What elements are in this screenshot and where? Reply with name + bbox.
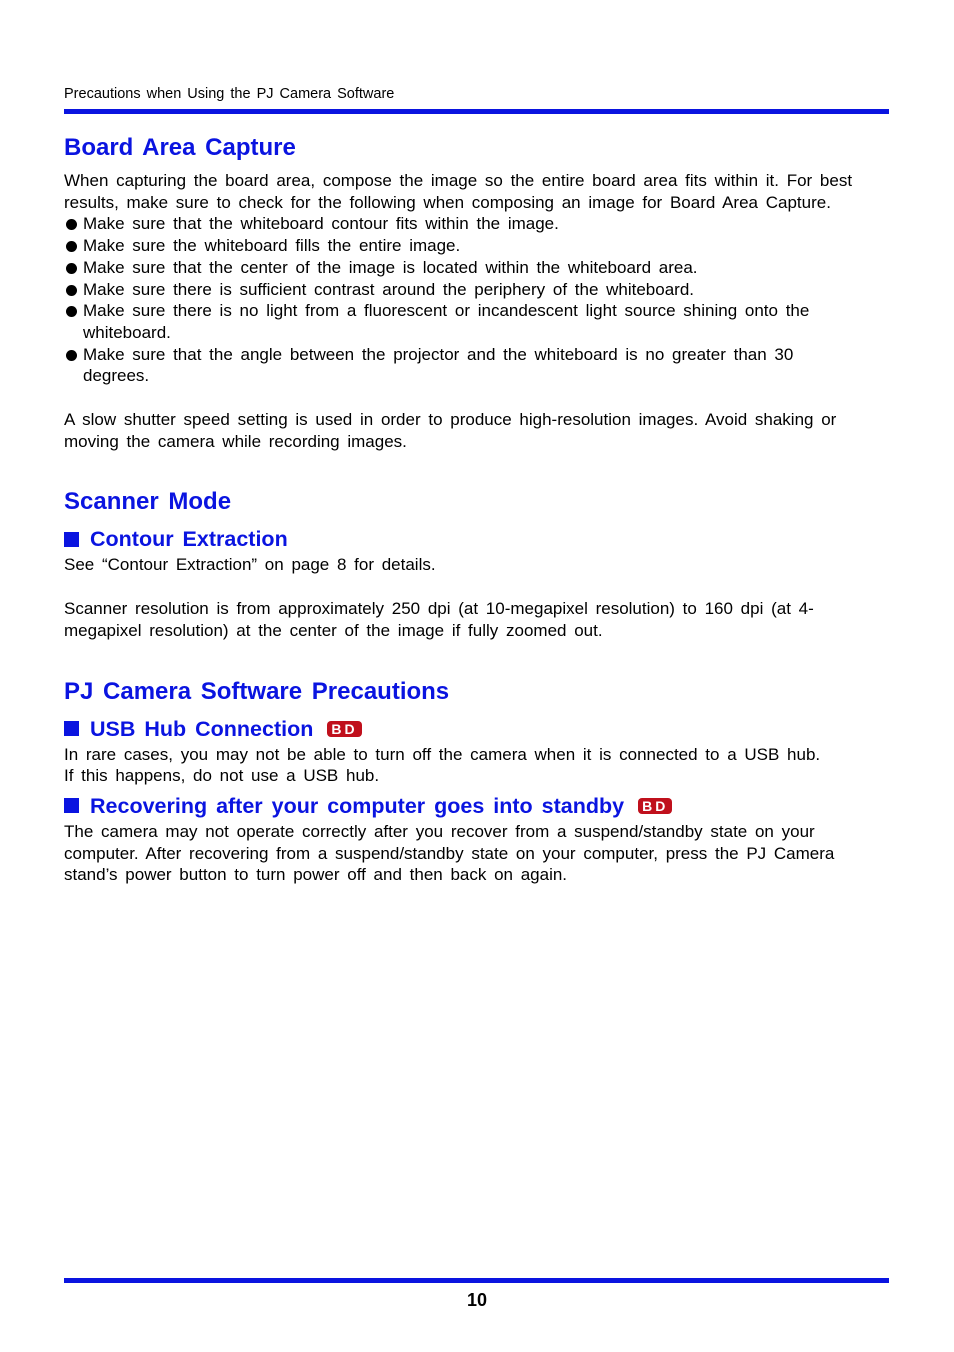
section-title-precautions: PJ Camera Software Precautions bbox=[64, 677, 450, 705]
square-bullet-icon bbox=[64, 532, 79, 547]
list-item: Make sure the whiteboard fills the entire image. bbox=[64, 235, 854, 257]
shutter-speed-note: A slow shutter speed setting is used in order to produce high-resolution images. Avoid shaking or moving the camera while recording images. bbox=[64, 410, 837, 451]
header-rule bbox=[64, 109, 889, 114]
page-content bbox=[64, 130, 854, 886]
footer-rule bbox=[64, 1278, 889, 1283]
standby-text: The camera may not operate correctly after you recover from a suspend/standby state on your computer. After recovering from a suspend/standby state on your computer, press the PJ Camera stand’s power button to turn power off and then back on again. bbox=[64, 821, 835, 885]
bullet-icon bbox=[66, 350, 77, 361]
scanner-resolution-text: Scanner resolution is from approximately 250 dpi (at 10-megapixel resolution) to 160 dpi (at 4-megapixel resolution) at the center of the image if fully zoomed out. bbox=[64, 599, 814, 640]
board-area-intro: When capturing the board area, compose the image so the entire board area fits within it. For best results, make sure to check for the following when composing an image for Board Area Capture. bbox=[64, 171, 853, 212]
list-item: Make sure there is sufficient contrast around the periphery of the whiteboard. bbox=[64, 279, 854, 301]
contour-reference: See “Contour Extraction” on page 8 for details. bbox=[64, 555, 436, 575]
model-badge: BD bbox=[638, 798, 672, 814]
board-area-bullet-list bbox=[64, 213, 854, 387]
usb-hub-text: In rare cases, you may not be able to turn off the camera when it is connected to a USB hub. bbox=[64, 744, 821, 764]
usb-hub-advice: If this happens, do not use a USB hub. bbox=[64, 766, 380, 786]
running-header: Precautions when Using the PJ Camera Software bbox=[64, 86, 395, 102]
section-title-board-area: Board Area Capture bbox=[64, 134, 296, 161]
bullet-icon bbox=[66, 285, 77, 296]
bullet-icon bbox=[66, 241, 77, 252]
section-title-scanner-mode: Scanner Mode bbox=[64, 488, 232, 516]
subsection-title-contour: Contour Extraction bbox=[64, 524, 854, 554]
bullet-icon bbox=[66, 306, 77, 317]
subsection-title-usb-hub: USB Hub Connection BD bbox=[64, 714, 854, 744]
list-item: Make sure that the angle between the projector and the whiteboard is no greater than 30 degrees. bbox=[64, 344, 854, 387]
bullet-icon bbox=[66, 219, 77, 230]
page-number: 10 bbox=[466, 1290, 488, 1310]
list-item: Make sure that the whiteboard contour fits within the image. bbox=[64, 213, 854, 235]
model-badge: BD bbox=[327, 721, 361, 737]
list-item: Make sure that the center of the image is located within the whiteboard area. bbox=[64, 257, 854, 279]
square-bullet-icon bbox=[64, 798, 79, 813]
subsection-title-standby: Recovering after your computer goes into standby BD bbox=[64, 791, 854, 821]
square-bullet-icon bbox=[64, 721, 79, 736]
bullet-icon bbox=[66, 263, 77, 274]
list-item: Make sure there is no light from a fluorescent or incandescent light source shining onto the whiteboard. bbox=[64, 300, 854, 343]
